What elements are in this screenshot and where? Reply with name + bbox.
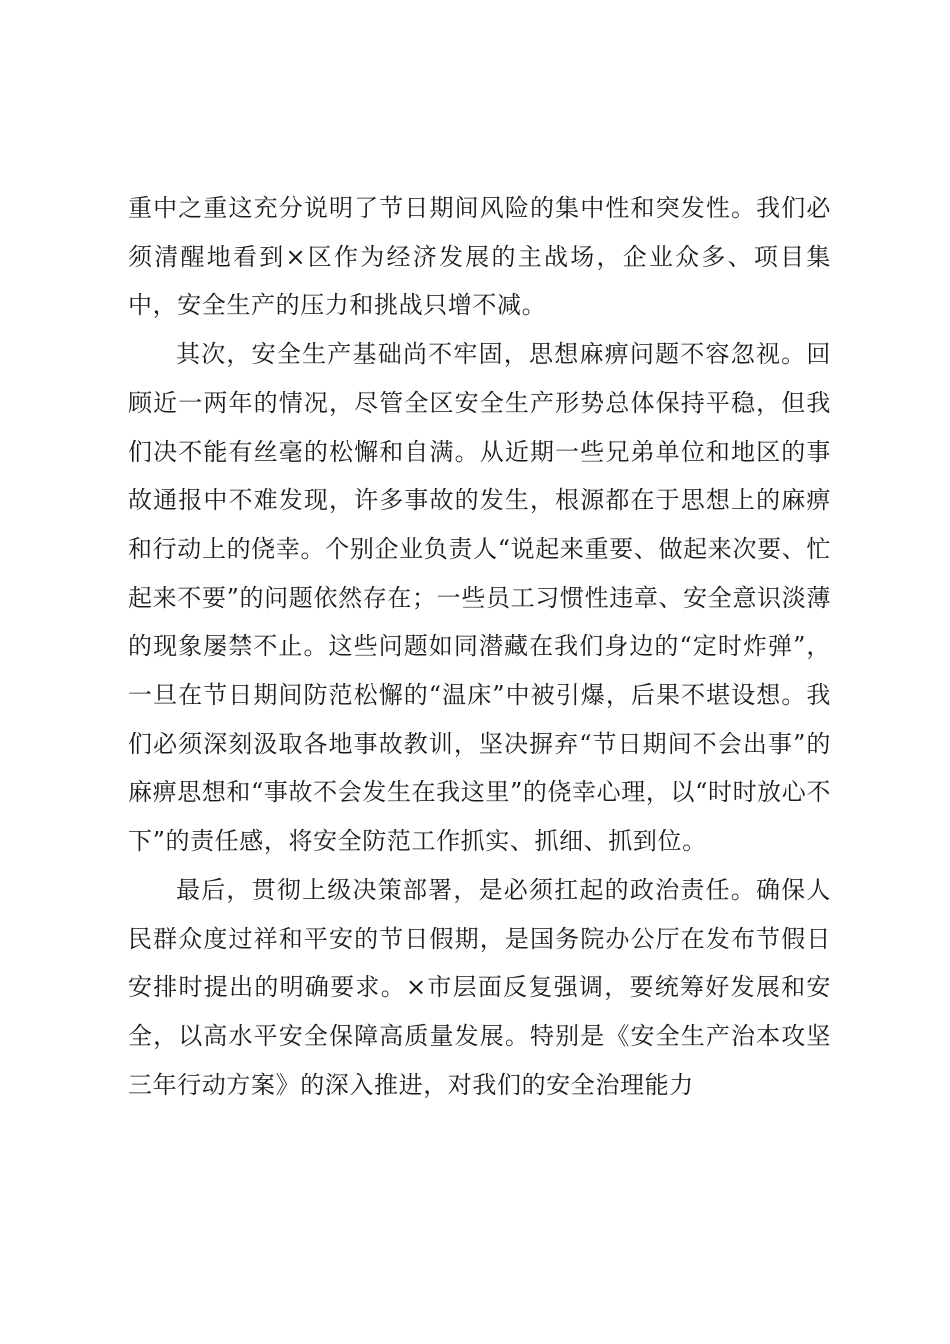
paragraph-second-point: 其次，安全生产基础尚不牢固，思想麻痹问题不容忽视。回顾近一两年的情况，尽管全区安全生产形势总体保持平稳，但我们决不能有丝毫的松懈和自满。从近期一些兄弟单位和地区的事故通报中不难发现，许多事故的发生，根源都在于思想上的麻痹和行动上的侥幸。个别企业负责人“说起来重要、做起来次要、忙起来不要”的问题依然存在；一些员工习惯性违章、安全意识淡薄的现象屡禁不止。这些问题如同潜藏在我们身边的“定时炸弹”，一旦在节日期间防范松懈的“温床”中被引爆，后果不堪设想。我们必须深刻汲取各地事故教训，坚决摒弃“节日期间不会出事”的麻痹思想和“事故不会发生在我这里”的侥幸心理，以“时时放心不下”的责任感，将安全防范工作抓实、抓细、抓到位。: [128, 340, 831, 856]
paragraph-final-point: 最后，贯彻上级决策部署，是必须扛起的政治责任。确保人民群众度过祥和平安的节日假期，是国务院办公厅在发布节假日安排时提出的明确要求。×市层面反复强调，要统筹好发展和安全，以高水平安全保障高质量发展。特别是《安全生产治本攻坚三年行动方案》的深入推进，对我们的安全治理能力: [128, 875, 831, 1099]
document-page: [128, 184, 831, 1109]
paragraph-continuation: 重中之重这充分说明了节日期间风险的集中性和突发性。我们必须清醒地看到×区作为经济发展的主战场，企业众多、项目集中，安全生产的压力和挑战只增不减。: [128, 194, 831, 320]
